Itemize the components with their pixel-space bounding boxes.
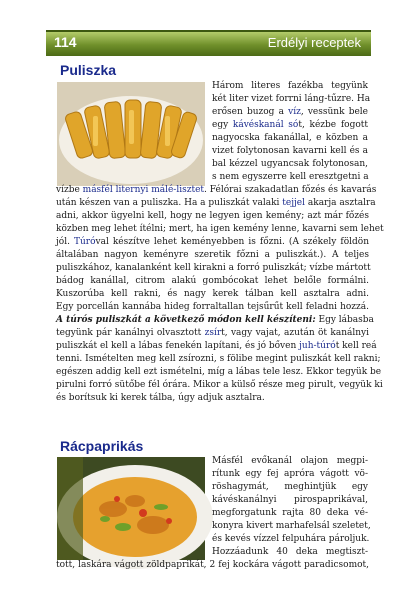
- text-run: után készen van a puliszka. Ha a puliszkát valaki: [56, 198, 283, 208]
- text-run: Kuszorúba kell rakni, és nagy kerek tálban kell asztalra adni.: [56, 289, 369, 299]
- text-run: , vessünk bele: [300, 107, 368, 117]
- text-run: bal kézzel ugyancsak folytonosan,: [212, 159, 368, 169]
- text-run: rítunk egy fej apróra vágott vö-: [212, 469, 368, 479]
- page-number: 114: [54, 34, 77, 50]
- text-line: [56, 249, 369, 262]
- text-line: [212, 158, 368, 171]
- text-run: kávéskanálnyi pirospaprikával,: [212, 495, 368, 505]
- text-line: [212, 507, 368, 520]
- text-run: tegyünk pár kanálnyi olvasztott: [56, 328, 205, 338]
- text-line: [56, 340, 377, 353]
- text-line: [212, 106, 368, 119]
- text-line: [56, 184, 377, 197]
- text-line: [212, 119, 368, 132]
- text-run: konyra kivert marhafelsál szeletet,: [212, 521, 371, 531]
- text-line: [56, 236, 369, 249]
- text-line: [56, 301, 369, 314]
- text-line: [212, 520, 371, 533]
- page-header: [46, 30, 371, 56]
- highlighted-term: kávéskanál só: [232, 120, 299, 130]
- text-line: [212, 93, 371, 106]
- text-run: és borítsuk ki kerek tálba, úgy adjuk asztalra.: [56, 393, 265, 403]
- text-run: adni, akkor ügyelni kell, hogy ne legyen igen kemény; azt már főzés: [56, 211, 369, 221]
- text-line: [56, 262, 369, 275]
- text-run: közben meg lehet ítélni; mert, ha igen kemény lenne, kavarni sem lehet: [56, 224, 384, 234]
- text-line: [56, 366, 382, 379]
- text-run: általában nagyon keményre szeretik főzni a puliszkát.). A teljes: [56, 250, 369, 260]
- text-run: puliszkához, kanalanként kell kirakni a forró puliszkát; vízbe mártott: [56, 263, 371, 273]
- text-run: akarja asztalra: [305, 198, 376, 208]
- highlighted-term: víz: [288, 107, 301, 117]
- text-run: egészen addig kell ezt ismételni, míg a lábas tele lesz. Ekkor tegyük be: [56, 367, 382, 377]
- text-line: [56, 314, 374, 327]
- text-line: [212, 546, 368, 559]
- text-line: [212, 145, 368, 158]
- text-line: [212, 468, 368, 481]
- text-run: Három literes fazékba tegyünk: [212, 81, 368, 91]
- text-run: val készítve lehet keményebben is főzni. (A székely földön: [95, 237, 370, 247]
- text-line: [56, 379, 383, 392]
- text-line: [212, 171, 368, 184]
- text-line: [212, 455, 368, 468]
- text-line: [56, 197, 376, 210]
- highlighted-term: másfél liternyi málé-lisztet: [82, 185, 205, 195]
- text-run: s nem egyszerre kell eresztgetni a: [212, 172, 369, 182]
- text-line: [56, 353, 381, 366]
- highlighted-term: A túrós puliszkát a következő módon kell készíteni:: [56, 315, 316, 325]
- section-title-racpaprikas: Rácpaprikás: [60, 438, 144, 454]
- text-run: röshagymát, meghintjük egy: [212, 482, 368, 492]
- highlighted-term: tejjel: [282, 198, 306, 208]
- text-run: Másfél evőkanál olajon megpi-: [212, 456, 368, 466]
- text-line: [56, 327, 369, 340]
- text-run: vízbe: [56, 185, 83, 195]
- text-run: bádog kanállal, citrom alakú gombócokat lehet belőle formálni.: [56, 276, 369, 286]
- text-run: . Félórai szakadatlan főzés és kavarás: [204, 185, 377, 195]
- highlighted-term: juh-túró: [299, 341, 336, 351]
- puliszka-photo: [57, 82, 205, 186]
- text-run: és kevés vízzel felpuhára pároljuk.: [212, 534, 370, 544]
- text-line: [212, 481, 368, 494]
- text-run: Egy porcellán kannába hideg forraltallan tejsűrűt kell feladni hozzá.: [56, 302, 369, 312]
- book-title: Erdélyi receptek: [267, 35, 361, 50]
- text-line: [212, 494, 368, 507]
- text-line: [212, 80, 368, 93]
- text-run: jól.: [56, 237, 74, 247]
- text-run: két liter vizet forrni láng-tűzre. Ha: [212, 94, 371, 104]
- text-line: [56, 210, 369, 223]
- text-line: [56, 559, 369, 572]
- text-run: Egy lábasba: [315, 315, 374, 325]
- text-run: egy: [212, 120, 233, 130]
- text-run: nagyocska fakanállal, e közben a: [212, 133, 368, 143]
- text-line: [56, 392, 369, 405]
- text-run: t, kézbe fogott: [298, 120, 368, 130]
- text-line: [56, 223, 384, 236]
- text-line: [212, 533, 368, 546]
- text-run: tott, laskára vágott zöldpaprikát, 2 fej kockára vágott paradicsomot,: [56, 560, 369, 570]
- text-line: [56, 288, 369, 301]
- text-run: Hozzáadunk 40 deka megtiszt-: [212, 547, 368, 557]
- section-title-puliszka: Puliszka: [60, 62, 117, 78]
- racpaprikas-photo: [57, 457, 205, 560]
- text-run: pirulni forró sütőbe fél órára. Mikor a külső része meg pirult, vegyük ki: [56, 380, 383, 390]
- highlighted-term: zsír: [204, 328, 222, 338]
- text-run: puliszkát el kell a lábas fenekén lapítani, és jó bőven: [56, 341, 300, 351]
- text-run: tenni. Ismételten meg kell zsírozni, s fölibe megint puliszkát kell rakni;: [56, 354, 381, 364]
- text-line: [56, 275, 369, 288]
- text-run: megforgatunk rajta 80 deka vé-: [212, 508, 368, 518]
- text-run: t kell reá: [335, 341, 377, 351]
- text-run: vizet folytonosan kavarni kell és a: [212, 146, 368, 156]
- highlighted-term: Túró: [73, 237, 96, 247]
- text-run: erősen buzog a: [212, 107, 289, 117]
- text-line: [212, 132, 368, 145]
- text-run: t, vagy vajat, azután öt kanálnyi: [221, 328, 370, 338]
